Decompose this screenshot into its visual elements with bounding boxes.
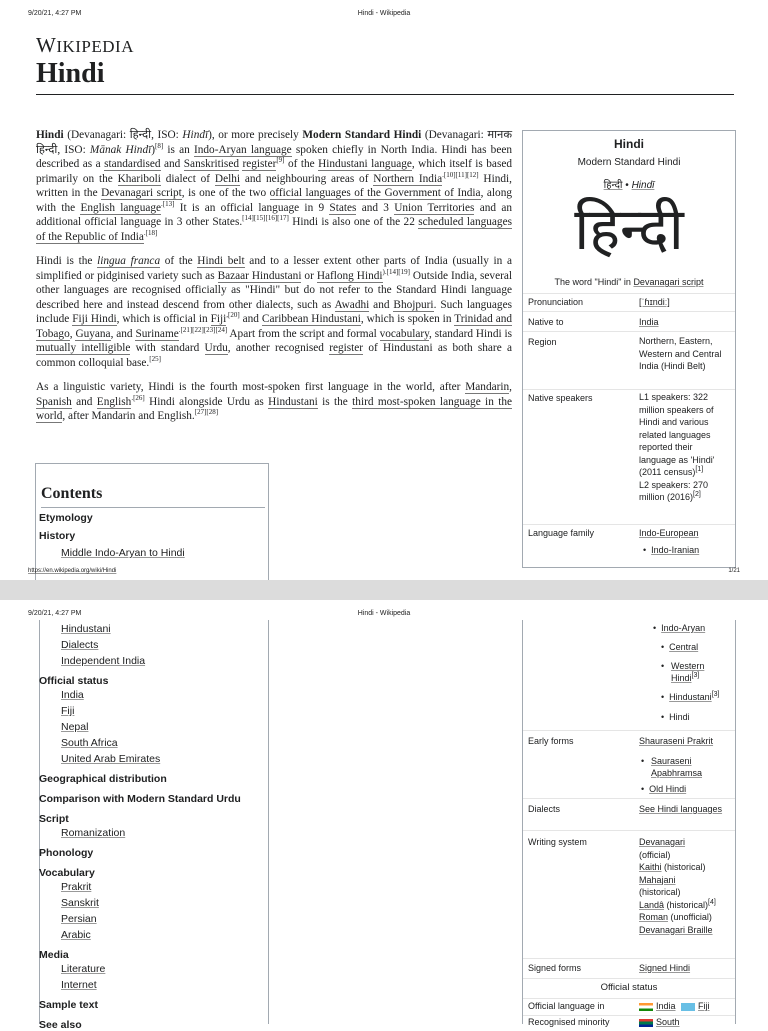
link[interactable]: register: [242, 158, 277, 170]
pronunciation-value[interactable]: [ˈɦɪndiː]: [639, 297, 670, 307]
row-label: Native to: [528, 317, 564, 327]
row-label: Language family: [528, 528, 595, 538]
family-tree-item[interactable]: • Western Hindi[3]: [661, 661, 705, 683]
toc-item[interactable]: Sanskrit: [61, 897, 99, 909]
toc-item[interactable]: Romanization: [61, 827, 126, 839]
native-speakers-value: L1 speakers: 322 million speakers of Hindi and various related languages reported their language as 'Hindi' (2011 census)[1] L2 speakers: 270 million (2016)[2]: [639, 392, 715, 502]
link[interactable]: Spanish: [36, 395, 72, 408]
row-label: Region: [528, 337, 557, 347]
family-tree-item[interactable]: • Hindustani[3]: [661, 691, 720, 702]
toc-item[interactable]: See also: [39, 1019, 82, 1031]
family-tree-item[interactable]: • Central: [661, 642, 699, 652]
link[interactable]: Awadhi: [334, 298, 370, 311]
link[interactable]: Devanagari script: [101, 187, 182, 199]
toc-item[interactable]: Literature: [61, 963, 106, 975]
writing-system-value[interactable]: Devanagari (official) Kaithi (historical) Mahajani (historical) Landâ (historical)[4] Roman (unofficial) Devanagari Braille: [639, 837, 716, 935]
toc-item[interactable]: Phonology: [39, 847, 94, 859]
citation[interactable]: [9]: [276, 156, 285, 165]
citation[interactable]: .[13]: [161, 199, 175, 208]
section-header: Official status: [600, 982, 658, 993]
page-gap: [0, 580, 768, 600]
toc-item[interactable]: Fiji: [61, 705, 75, 717]
infobox-continued: • Indo-Aryan • Central • Western Hindi[3] • Hindustani[3] • Hindi Early forms Shauraseni Prakrit • Sauraseni Apabhramsa • Old Hindi Dialects See Hindi languages Writing system Devanagari (official) Kaithi (historical) Mahajani (historical) Landâ (historical)[4] Roman (unofficial) Devanagari Braille Signed forms Signed Hindi Official status Official language in India Fiji Recognised minority South: [522, 620, 736, 1024]
toc-item[interactable]: Media: [39, 949, 69, 961]
link[interactable]: Sanskritised: [183, 158, 239, 170]
divider: [523, 524, 735, 525]
toc-item[interactable]: Persian: [61, 913, 97, 925]
paragraph-linguistic-variety: As a linguistic variety, Hindi is the fourth most-spoken first language in the world, after Mandarin, Spanish and English$^{.[26]}$ Hindi alongside Urdu as Hindustani is the third most-spoken language in the world, after Mandarin and English.[27][28]: [36, 381, 512, 422]
print-header: [28, 10, 740, 20]
citation[interactable]: ).[14][19]: [382, 267, 410, 276]
citation[interactable]: [14][15][16][17]: [242, 214, 289, 223]
link[interactable]: States: [329, 201, 357, 214]
print-footer: [28, 568, 740, 578]
signed-forms-value[interactable]: Signed Hindi: [639, 963, 691, 973]
language-family-value[interactable]: Indo-European: [639, 528, 699, 538]
link[interactable]: scheduled languages of the Republic of India: [36, 216, 512, 243]
toc-item[interactable]: Official status: [39, 675, 109, 687]
toc-item[interactable]: Comparison with Modern Standard Urdu: [39, 793, 241, 805]
citation[interactable]: [1]: [695, 466, 704, 473]
toc-item[interactable]: India: [61, 689, 84, 701]
table-of-contents-continued: [39, 620, 269, 1031]
toc-item[interactable]: Geographical distribution: [39, 773, 167, 785]
toc-divider: [41, 507, 265, 508]
paragraph-lingua-franca: Hindi is the lingua franca of the Hindi belt and to a lesser extent other parts of India (usually in a simplified or pidginised variety such as Bazaar Hindustani or Haflong Hindi$^{).[14][19]}$ Outside India, several other languages are recognised officially as "Hindi" but do not refer to the Standard Hindi language described here and instead descend from other dialects, such as Awadhi and Bhojpuri. Such languages include Fiji Hindi, which is official in Fiji$^{,[20]}$ and Caribbean Hindustani, which is spoken in Trinidad and Tobago, Guyana, and Suriname$^{.[21][22][23][24]}$ Apart from the script and formal vocabulary, standard Hindi is mutually intelligible with standard Urdu, another recognised register of Hindustani as both share a common colloquial base.[25]: [36, 255, 513, 369]
link[interactable]: Hindi belt: [197, 255, 245, 267]
print-title: Hindi - Wikipedia: [357, 10, 411, 17]
divider: [523, 958, 735, 959]
family-tree-item: • Hindi: [661, 712, 690, 722]
link[interactable]: Guyana: [75, 327, 111, 340]
citation[interactable]: [8]: [155, 141, 164, 150]
link[interactable]: Trinidad and Tobago: [36, 313, 513, 340]
link[interactable]: Fiji Hindi: [72, 313, 117, 325]
divider: [523, 293, 735, 294]
print-header: 9/20/21, 4:27 PM Hindi - Wikipedia: [28, 610, 411, 617]
citation[interactable]: .[21][22][23][24]: [178, 325, 228, 334]
toc-item[interactable]: Independent India: [61, 655, 146, 667]
official-language-value[interactable]: India Fiji: [639, 1000, 735, 1013]
link[interactable]: Bhojpuri: [393, 298, 434, 311]
toc-item[interactable]: Nepal: [61, 721, 89, 733]
link[interactable]: English language: [80, 201, 162, 214]
toc-item[interactable]: Sample text: [39, 999, 98, 1011]
toc-item[interactable]: United Arab Emirates: [61, 753, 161, 765]
dialects-value[interactable]: See Hindi languages: [639, 804, 723, 814]
link[interactable]: lingua franca: [97, 255, 161, 267]
wikipedia-logo[interactable]: WIKIPEDIA: [36, 33, 134, 57]
link[interactable]: Bazaar Hindustani: [217, 269, 302, 282]
family-tree-item[interactable]: • Indo-Iranian: [643, 545, 700, 555]
row-label: Native speakers: [528, 393, 593, 403]
citation[interactable]: [2]: [693, 491, 701, 498]
link[interactable]: Northern India: [373, 172, 443, 185]
citation[interactable]: .[18]: [143, 228, 158, 237]
toc-item[interactable]: Arabic: [61, 929, 91, 941]
infobox-subtitle: Modern Standard Hindi: [577, 157, 681, 168]
link[interactable]: Delhi: [214, 172, 241, 185]
link[interactable]: Devanagari script: [633, 277, 704, 287]
link[interactable]: standardised: [104, 158, 161, 170]
fiji-flag-icon: [681, 1003, 695, 1011]
link[interactable]: third most-spoken language in the world: [36, 395, 512, 422]
divider: [523, 730, 735, 731]
infobox: [522, 130, 736, 568]
toc-item[interactable]: Prakrit: [61, 881, 92, 893]
divider: [523, 798, 735, 799]
link[interactable]: mutually intelligible: [36, 342, 131, 354]
toc-item[interactable]: History: [39, 529, 76, 542]
link[interactable]: Khariboli: [117, 172, 161, 185]
toc-item[interactable]: Dialects: [61, 639, 99, 651]
region-value: Northern, Eastern, Western and Central India (Hindi Belt): [639, 336, 722, 371]
citation[interactable]: [27][28]: [194, 408, 219, 417]
row-label: Pronunciation: [528, 297, 584, 307]
citation[interactable]: .[26]: [131, 393, 145, 402]
link[interactable]: Union Territories: [394, 201, 475, 214]
toc-item[interactable]: Hindustani: [61, 623, 111, 635]
divider: [523, 830, 735, 831]
link[interactable]: Suriname: [135, 327, 179, 340]
infobox-native-name: हिन्दी • Hindī: [603, 180, 655, 191]
divider: [523, 331, 735, 332]
family-tree-item[interactable]: • Indo-Aryan: [653, 623, 706, 633]
print-date: 9/20/21, 4:27 PM: [28, 10, 82, 17]
divider: [523, 311, 735, 312]
minority-value[interactable]: South: [639, 1016, 731, 1029]
south-africa-flag-icon: [639, 1019, 653, 1027]
link[interactable]: Caribbean Hindustani: [261, 313, 361, 325]
toc-item[interactable]: Vocabulary: [39, 867, 95, 879]
early-forms-item[interactable]: • Sauraseni Apabhramsa: [641, 756, 703, 778]
citation[interactable]: [25]: [149, 354, 161, 363]
toc-item[interactable]: Etymology: [39, 512, 93, 524]
link[interactable]: Hindustani: [268, 395, 318, 408]
link[interactable]: Hindustani language: [318, 158, 412, 170]
link[interactable]: official languages of the Government of India: [269, 187, 481, 199]
toc-title: Contents: [41, 485, 103, 502]
link[interactable]: Urdu: [204, 342, 228, 354]
paragraph-intro: Hindi (Devanagari: हिन्दी, ISO: Hindī), or more precisely Modern Standard Hindi (Devanagari: मानक हिन्दी, ISO: Mānak Hindī)[8] is an Indo-Aryan language spoken chiefly in North India. Hindi has been described as a standardised and Sanskritised register[9] of the Hindustani language, which itself is based primarily on the Khariboli dialect of Delhi and neighbouring areas of Northern India$^{.[10][11][12]}$ Hindi, written in the Devanagari script, is one of the two official languages of the Government of India, along with the English language$^{.[13]}$ It is an official language in 9 States and 3 Union Territories and an additional official language in 3 other States.[14][15][16][17] Hindi is also one of the 22 scheduled languages of the Republic of India$^{.[18]}$: [36, 129, 513, 243]
early-forms-value[interactable]: Shauraseni Prakrit: [639, 736, 714, 746]
page-title: Hindi: [36, 58, 105, 89]
citation[interactable]: .[10][11][12]: [442, 170, 479, 179]
article-body: [36, 128, 512, 434]
link[interactable]: Mandarin: [465, 381, 510, 393]
hindi-word-image[interactable]: हिन्दी: [574, 195, 684, 263]
early-forms-item[interactable]: • Old Hindi: [641, 784, 687, 794]
link[interactable]: Haflong Hindi: [316, 269, 383, 282]
divider: [523, 998, 735, 999]
citation[interactable]: ,[20]: [226, 311, 240, 320]
print-url: https://en.wikipedia.org/wiki/Hindi: [28, 568, 117, 574]
link[interactable]: English: [96, 395, 132, 408]
image-caption: The word "Hindi" in Devanagari script: [554, 277, 704, 287]
toc-item[interactable]: South Africa: [61, 737, 118, 749]
link[interactable]: Indo-Aryan language: [194, 143, 292, 156]
link[interactable]: vocabulary: [379, 327, 430, 340]
infobox-title: Hindi: [614, 137, 644, 151]
table-of-contents: [35, 463, 269, 580]
divider: [523, 389, 735, 390]
toc-item[interactable]: Internet: [61, 979, 97, 991]
india-flag-icon: [639, 1003, 653, 1011]
toc-item[interactable]: Script: [39, 813, 69, 825]
toc-item[interactable]: Middle Indo-Aryan to Hindi: [61, 547, 185, 559]
link[interactable]: Fiji: [210, 313, 227, 325]
divider: [523, 978, 735, 979]
link[interactable]: register: [329, 342, 364, 354]
print-page-number: 1/21: [728, 568, 740, 574]
title-divider: [36, 94, 734, 95]
native-to-value[interactable]: India: [639, 317, 659, 327]
